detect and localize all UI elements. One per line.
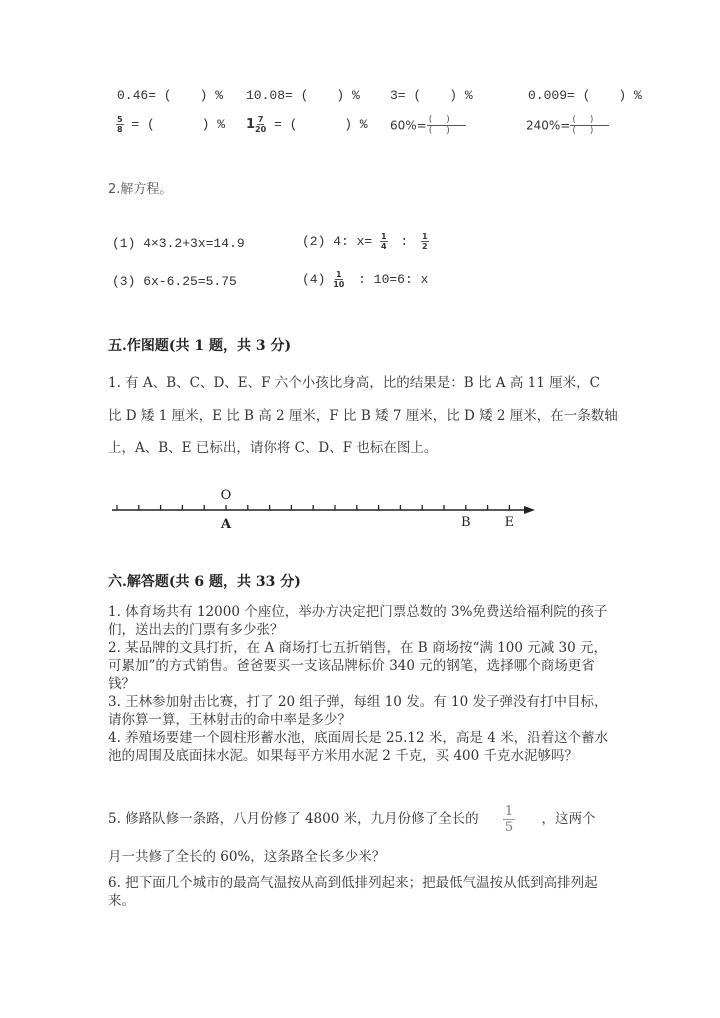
equation-3: (3) 6x-6.25=5.75 bbox=[112, 274, 237, 289]
number-line[interactable] bbox=[0, 480, 720, 540]
fraction-1-2 bbox=[421, 232, 429, 251]
conversion-60-percent bbox=[390, 115, 466, 136]
frac-num: 1 bbox=[336, 270, 342, 279]
section-6-q5-line2: 月一共修了全长的 60%，这条路全长多少米？ bbox=[108, 849, 386, 865]
q5-text-part1: 5. 修路队修一条路，八月份修了 4800 米，九月份修了全长的 bbox=[108, 811, 479, 827]
frac-den: () bbox=[428, 126, 464, 136]
equation-2 bbox=[302, 232, 429, 251]
conv-prefix: 3= ( bbox=[390, 88, 422, 103]
eq-suffix: : 10=6: x bbox=[358, 272, 429, 287]
conv-suffix: ) % bbox=[618, 88, 642, 103]
frac-num: 5 bbox=[117, 115, 123, 124]
fraction-7-20 bbox=[255, 115, 266, 134]
point-label-a: A bbox=[220, 517, 232, 532]
frac-num: () bbox=[572, 115, 608, 125]
fraction-1-4 bbox=[380, 232, 388, 251]
frac-num: 7 bbox=[257, 115, 264, 124]
conv-prefix: 0.009= ( bbox=[528, 88, 591, 103]
q5-text-part2: ，这两个 bbox=[541, 811, 596, 827]
conv-prefix: 60%= bbox=[390, 118, 427, 133]
fraction-1-10 bbox=[333, 270, 344, 289]
frac-den: 20 bbox=[255, 125, 267, 134]
section-6-q6: 6. 把下面几个城市的最高气温按从高到低排列起来；把最低气温按从低到高排列起来。 bbox=[108, 875, 598, 909]
section-5-q1-line2: 比 D 矮 1 厘米，E 比 B 高 2 厘米，F 比 B 矮 7 厘米，比 D 矮 2 厘米，在一条数轴 bbox=[108, 408, 618, 424]
conv-suffix: ) % bbox=[199, 88, 224, 103]
eq-prefix: (2) 4: x= bbox=[302, 234, 373, 249]
blank-fraction[interactable] bbox=[570, 115, 609, 136]
conv-suffix: = ( ) % bbox=[123, 116, 225, 132]
frac-den: 10 bbox=[333, 280, 345, 289]
point-label-b: B bbox=[461, 515, 471, 530]
equations-title: 2.解方程。 bbox=[108, 182, 173, 197]
fraction-1-5 bbox=[503, 804, 515, 835]
section-5-heading: 五.作图题(共 1 题，共 3 分) bbox=[108, 338, 292, 354]
section-6-q4: 4. 养殖场要建一个圆柱形蓄水池，底面周长是 25.12 米，高是 4 米，沿着这个蓄水池的周围及底面抹水泥。如果每平方米用水泥 2 千克，买 400 千克水泥够吗？ bbox=[108, 730, 609, 764]
section-6-q3: 3. 王林参加射击比赛，打了 20 组子弹，每组 10 发。有 10 发子弹没有打中目标，请你算一算，王林射击的命中率是多少？ bbox=[108, 694, 608, 728]
conv-prefix: 10.08= ( bbox=[246, 88, 309, 103]
conversion-5-8 bbox=[116, 115, 225, 134]
conv-prefix: 0.46= ( bbox=[117, 88, 172, 103]
conversion-1-7-20 bbox=[246, 115, 368, 134]
conversion-0-009 bbox=[528, 88, 642, 103]
fraction-5-8 bbox=[116, 115, 124, 134]
section-5-q1-line1: 1. 有 A、B、C、D、E、F 六个小孩比身高，比的结果是：B 比 A 高 11 厘米，C bbox=[108, 375, 600, 391]
section-6-q5-line1 bbox=[108, 804, 596, 835]
frac-num: 1 bbox=[504, 804, 514, 819]
section-6-heading: 六.解答题(共 6 题，共 33 分) bbox=[108, 574, 301, 590]
frac-num: 1 bbox=[422, 232, 428, 241]
equation-1: (1) 4×3.2+3x=14.9 bbox=[112, 236, 245, 251]
mixed-whole: 1 bbox=[246, 116, 256, 132]
section-5-q1-line3: 上，A、B、E 已标出，请你将 C、D、F 也标在图上。 bbox=[108, 440, 438, 456]
conversion-3 bbox=[390, 88, 473, 103]
conv-prefix: 240%= bbox=[526, 118, 571, 133]
arrow-head-icon bbox=[524, 506, 535, 514]
equation-4 bbox=[302, 270, 428, 289]
frac-den: 2 bbox=[422, 242, 428, 251]
ratio-sep: : bbox=[400, 234, 409, 249]
section-6-q1: 1. 体育场共有 12000 个座位，举办方决定把门票总数的 3%免费送给福利院的孩子们，送出去的门票有多少张？ bbox=[108, 604, 608, 638]
frac-num: () bbox=[428, 115, 464, 125]
conversion-0-46 bbox=[117, 88, 223, 103]
point-label-e: E bbox=[504, 515, 515, 530]
origin-label: O bbox=[220, 488, 232, 503]
conv-suffix: = ( ) % bbox=[266, 116, 368, 132]
eq-prefix: (4) bbox=[302, 272, 326, 287]
section-6-q2: 2. 某品牌的文具打折，在 A 商场打七五折销售，在 B 商场按“满 100 元减 30 元，可累加”的方式销售。爸爸要买一支该品牌标价 340 元的钢笔，选择哪个商场更省钱？ bbox=[108, 640, 608, 692]
conv-suffix: ) % bbox=[336, 88, 360, 103]
conversion-240-percent bbox=[526, 115, 609, 136]
frac-den: 4 bbox=[381, 242, 387, 251]
frac-num: 1 bbox=[381, 232, 387, 241]
conv-suffix: ) % bbox=[449, 88, 473, 103]
frac-den: () bbox=[572, 126, 608, 136]
blank-fraction[interactable] bbox=[427, 115, 466, 136]
frac-den: 5 bbox=[504, 820, 514, 835]
conversion-10-08 bbox=[246, 88, 360, 103]
frac-den: 8 bbox=[117, 125, 123, 134]
